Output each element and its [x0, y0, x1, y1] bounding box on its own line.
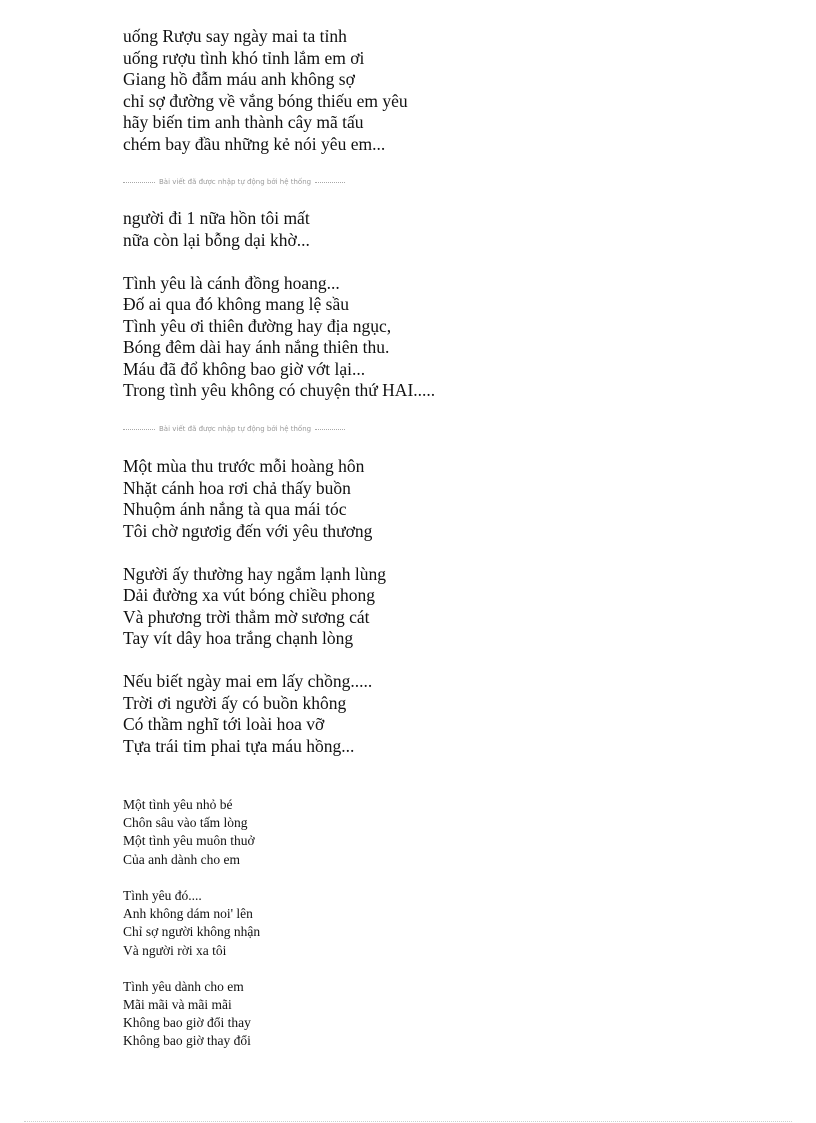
poem-line: Mãi mãi và mãi mãi	[123, 997, 232, 1013]
auto-post-divider	[123, 175, 373, 189]
poem-line: uống rượu tình khó tỉnh lắm em ơi	[123, 47, 365, 68]
stanza-gap	[123, 869, 260, 887]
poem-line: Bóng đêm dài hay ánh nắng thiên thu.	[123, 337, 390, 357]
poem-line: Nhặt cánh hoa rơi chả thấy buồn	[123, 477, 351, 498]
poem-line: Nhuộm ánh nắng tà qua mái tóc	[123, 499, 347, 519]
poem-line: nữa còn lại bỗng dại khờ...	[123, 229, 310, 250]
poem-line: Trời ơi người ấy có buồn không	[123, 692, 347, 713]
poem-line: Một mùa thu trước mỗi hoàng hôn	[123, 456, 365, 476]
poem-line: Của anh dành cho em	[123, 851, 240, 867]
poem-line: Tình yêu là cánh đồng hoang...	[123, 272, 340, 293]
poem-line: chỉ sợ đường về vắng bóng thiếu em yêu	[123, 90, 408, 111]
poem-line: Tình yêu ơi thiên đường hay địa ngục,	[123, 315, 392, 336]
divider-text: Bài viết đã được nhập tự động bởi hệ thống	[159, 178, 312, 186]
divider-dots-right	[315, 429, 345, 430]
stanza-gap	[123, 251, 435, 273]
poem-line: Dải đường xa vút bóng chiều phong	[123, 585, 376, 605]
poem-line: Một tình yêu nhỏ bé	[123, 797, 233, 812]
poem-line: Tựa trái tim phai tựa máu hồng...	[123, 735, 355, 756]
poem-line: Và người rời xa tôi	[123, 942, 227, 958]
poem-line: Trong tình yêu không có chuyện thứ HAI.....	[123, 380, 436, 400]
poem-1	[123, 26, 408, 155]
poem-line: Không bao giờ thay đổi	[123, 1033, 251, 1049]
poem-line: Tình yêu dành cho em	[123, 978, 244, 994]
poem-line: Giang hồ đẫm máu anh không sợ	[123, 69, 355, 89]
poem-3	[123, 456, 386, 757]
poem-line: Không bao giờ đổi thay	[123, 1015, 251, 1031]
stanza-gap	[123, 650, 386, 672]
poem-line: Máu đã đổ không bao giờ vớt lại...	[123, 358, 366, 379]
poem-line: hãy biến tim anh thành cây mã tấu	[123, 112, 364, 132]
divider-dots-left	[123, 182, 155, 183]
poem-line: uống Rượu say ngày mai ta tỉnh	[123, 26, 347, 46]
divider-dots-left	[123, 429, 155, 430]
poem-line: chém bay đầu những kẻ nói yêu em...	[123, 133, 386, 154]
poem-line: Chỉ sợ người không nhận	[123, 924, 261, 940]
poem-line: Tôi chờ ngươig đến với yêu thương	[123, 520, 373, 541]
poem-line: Anh không dám noi' lên	[123, 906, 253, 922]
poem-4	[123, 796, 260, 1051]
poem-2	[123, 208, 435, 402]
poem-line: Tình yêu đó....	[123, 887, 202, 903]
poem-line: Đố ai qua đó không mang lệ sầu	[123, 294, 349, 314]
poem-line: Tay vít dây hoa trắng chạnh lòng	[123, 628, 354, 648]
poem-line: Một tình yêu muôn thuở	[123, 833, 255, 849]
stanza-gap	[123, 542, 386, 564]
auto-post-divider	[123, 422, 373, 436]
divider-dots-right	[315, 182, 345, 183]
poem-line: Người ấy thường hay ngắm lạnh lùng	[123, 563, 386, 584]
poem-line: Và phương trời thẳm mờ sương cát	[123, 606, 370, 627]
page-bottom-rule	[24, 1121, 792, 1122]
poem-line: Có thầm nghĩ tới loài hoa vỡ	[123, 714, 325, 734]
stanza-gap	[123, 960, 260, 978]
poem-line: Chôn sâu vào tấm lòng	[123, 815, 248, 831]
poem-line: người đi 1 nữa hồn tôi mất	[123, 208, 310, 228]
poem-line: Nếu biết ngày mai em lấy chồng.....	[123, 671, 373, 691]
divider-text: Bài viết đã được nhập tự động bởi hệ thống	[159, 425, 312, 433]
